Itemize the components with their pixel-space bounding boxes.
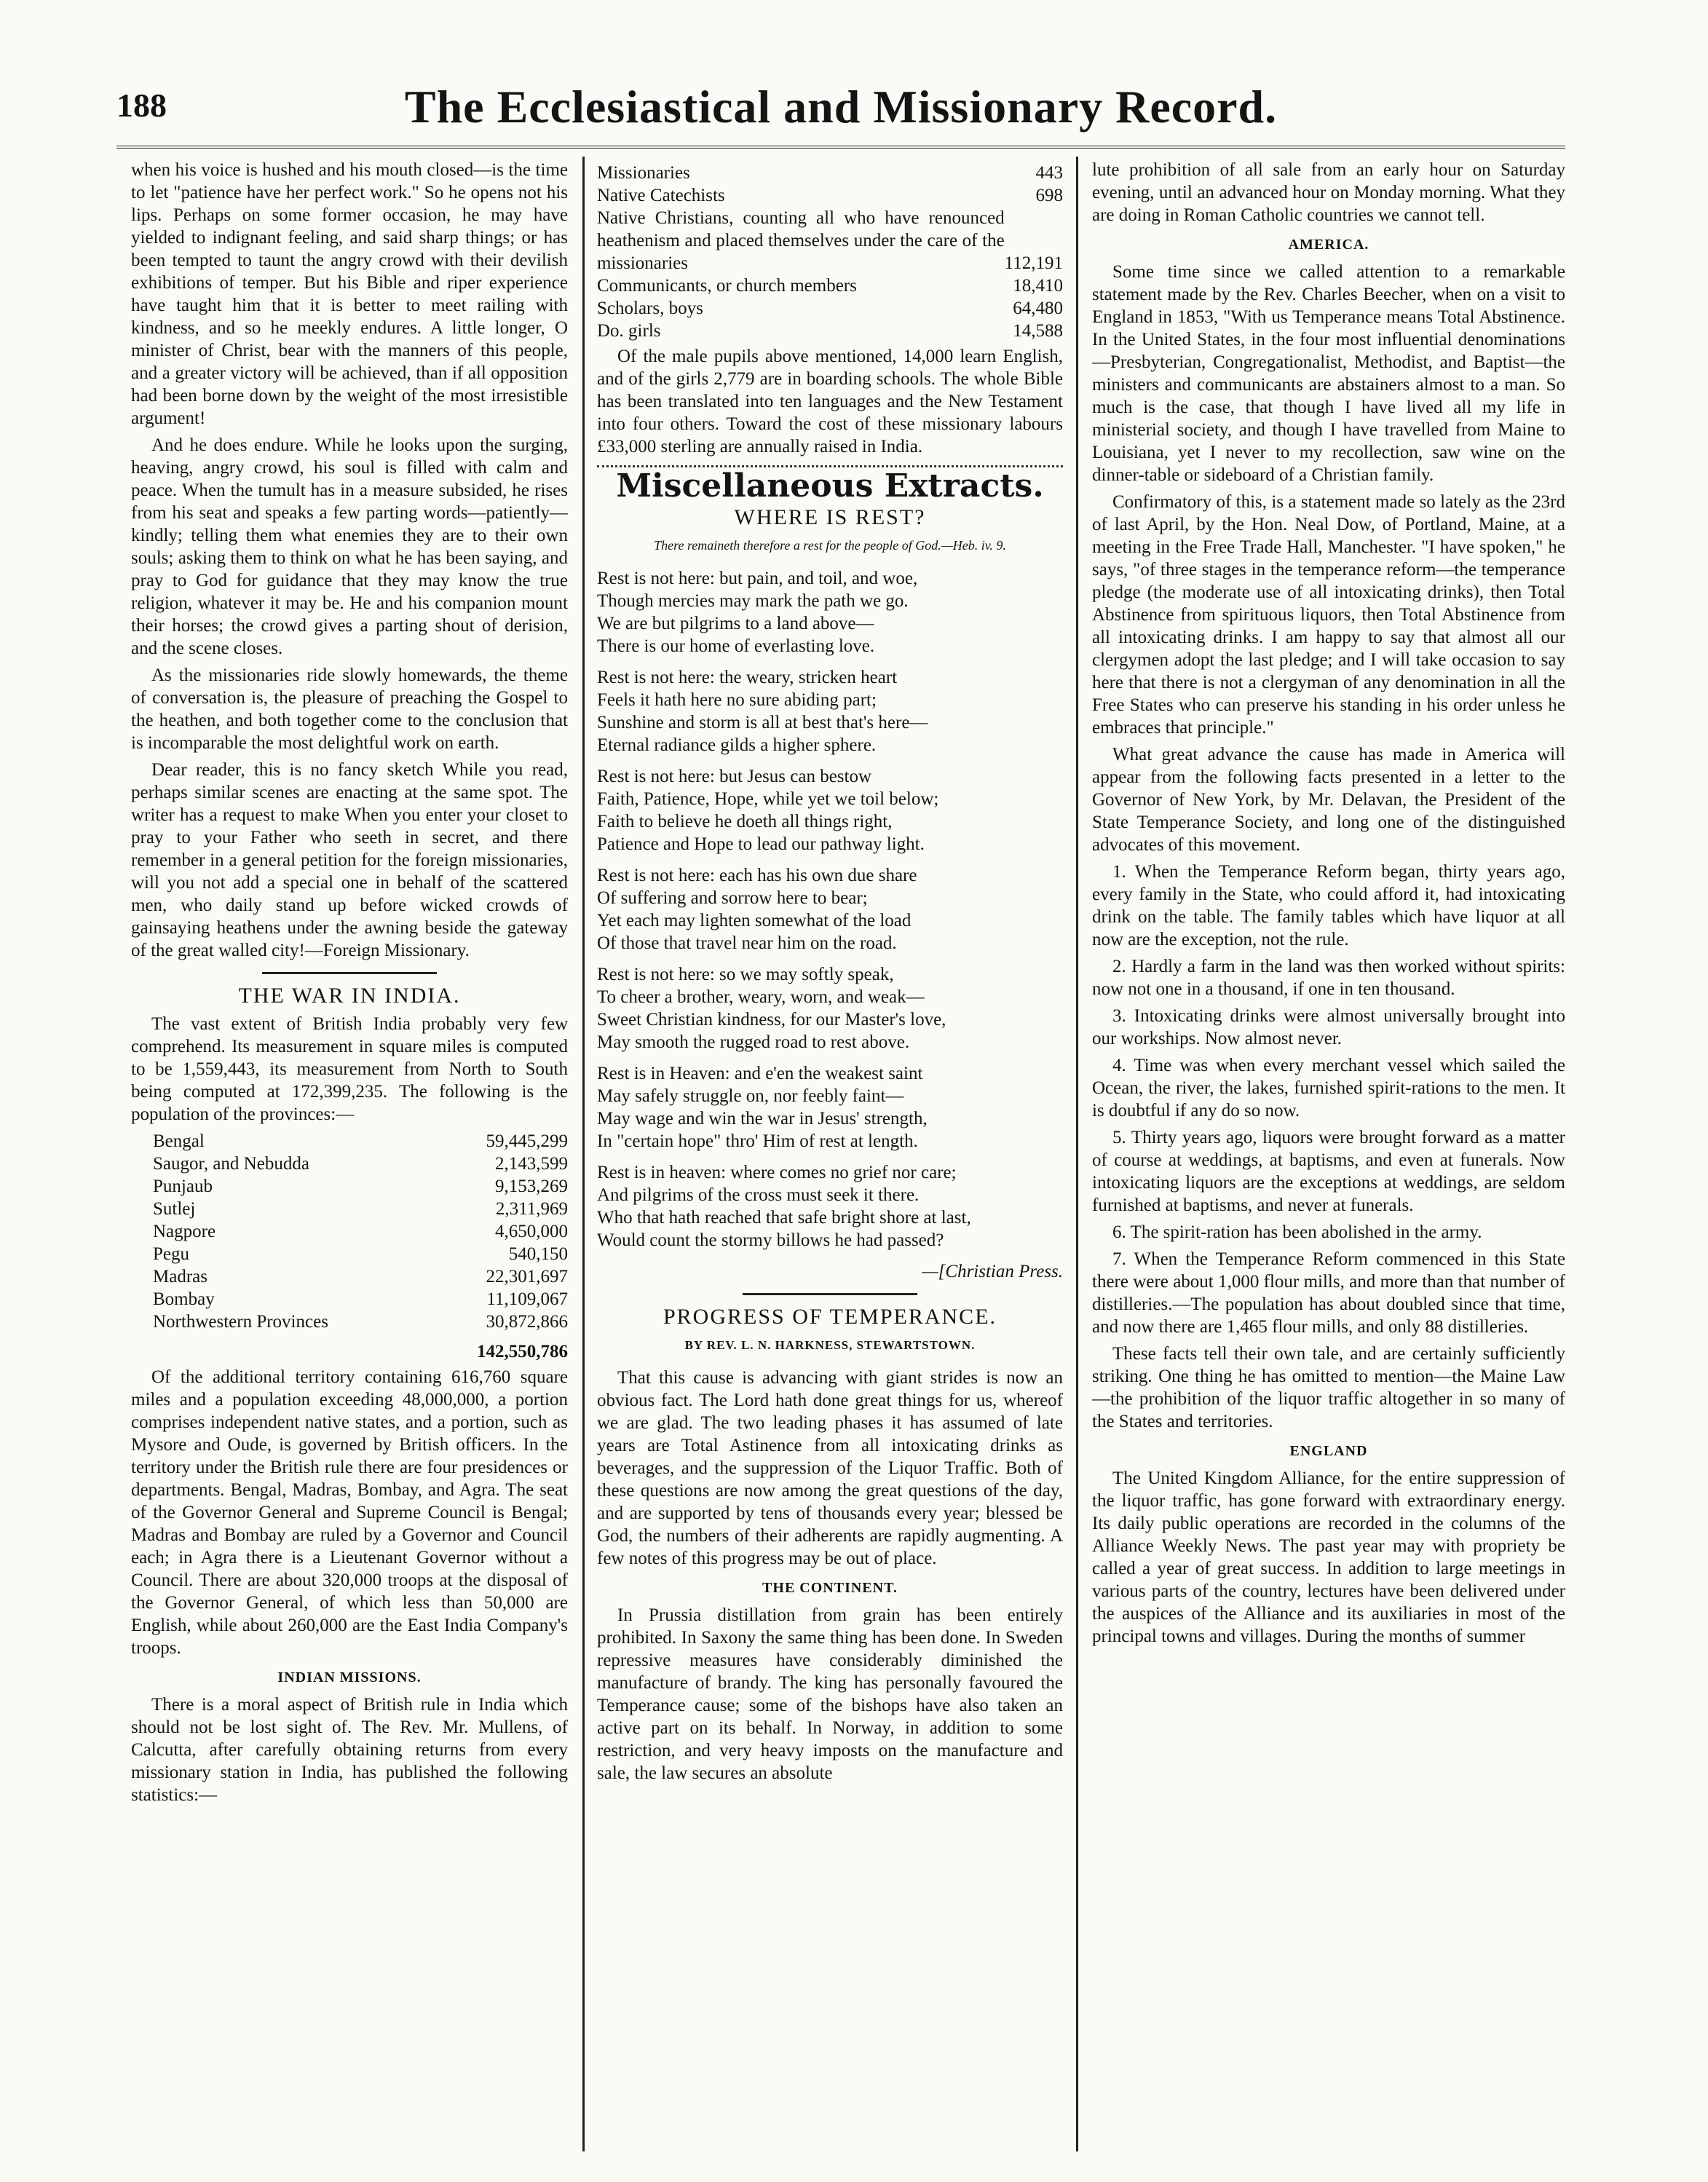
province-value: 59,445,299 [486, 1131, 568, 1151]
poem-stanza [597, 567, 1063, 657]
stat-label: Communicants, or church members [597, 276, 857, 296]
province-name: Punjaub [153, 1177, 213, 1196]
stat-value: 443 [1035, 163, 1063, 183]
province-value: 2,143,599 [495, 1154, 568, 1174]
verse-line: We are but pilgrims to a land above— [597, 614, 874, 633]
verse-line: Faith to believe he doeth all things right, [597, 812, 893, 831]
province-value: 30,872,866 [486, 1312, 568, 1332]
section-divider [262, 972, 437, 974]
missions-heading: INDIAN MISSIONS. [277, 1669, 422, 1685]
table-row [597, 297, 1063, 320]
verse-line: May safely struggle on, nor feebly faint— [597, 1086, 904, 1106]
province-name: Bombay [153, 1289, 215, 1309]
paragraph: And he does endure. While he looks upon the surging, heaving, angry crowd, his soul is filled with calm and peace. When the tumult has in a measure subsided, he rises from his seat and speaks a few parting words—patiently—kindly; telling them what enemies they are to their own souls; asking them to think on what he has been saying, and pray to God for guidance that they may know the true religion, whatever it may be. He and his companion mount their horses; the crowd gives a parting shout of derision, and the scene closes. [131, 435, 568, 658]
paragraph: Some time since we called attention to a remarkable statement made by the Rev. Charles Beecher, when on a visit to England in 1853, "With us Temperance means Total Abstinence. In the United States, in the four most influential denominations—Presbyterian, Congregationalist, Methodist, and Baptist—the ministers and communicants are abstainers almost to a man. So much is the case, that though I have lived all my life in ministerial society, and though I have travelled from Maine to Louisiana, yet I never to my recollection, saw wine on the dinner-table or sideboard of a Christian family. [1092, 262, 1565, 485]
province-name: Madras [153, 1267, 207, 1286]
table-row [597, 184, 1063, 207]
table-row [597, 274, 1063, 297]
table-row [597, 207, 1063, 274]
table-total-row [131, 1333, 568, 1363]
war-heading: THE WAR IN INDIA. [238, 984, 461, 1008]
verse-line: May smooth the rugged road to rest above. [597, 1032, 910, 1052]
stat-value: 698 [1035, 186, 1063, 205]
verse-line: Rest is not here: but Jesus can bestow [597, 767, 872, 786]
verse-line: Of those that travel near him on the road. [597, 933, 897, 953]
page-number: 188 [116, 87, 167, 124]
province-name: Nagpore [153, 1222, 216, 1241]
verse-line: Rest is not here: the weary, stricken heart [597, 668, 898, 687]
verse-line: Sweet Christian kindness, for our Master's love, [597, 1010, 946, 1029]
verse-line: May wage and win the war in Jesus' strength, [597, 1109, 928, 1128]
verse-line: Who that hath reached that safe bright shore at last, [597, 1208, 971, 1228]
paragraph: Dear reader, this is no fancy sketch While you read, perhaps similar scenes are enacting at the same spot. The writer has a request to make When you enter your closet to pray to your Father who seeth in secret, and there remember in a general petition for the foreign missionaries, will you not add a special one in behalf of the scattered men, who daily stand up before wicked crowds of gainsaying heathens under the awning beside the gateway of the great walled city!—Foreign Missionary. [131, 760, 568, 960]
stat-value: 18,410 [1013, 276, 1063, 296]
verse-line: Rest is in Heaven: and e'en the weakest saint [597, 1064, 923, 1083]
continent-heading: THE CONTINENT. [762, 1580, 898, 1596]
province-name: Northwestern Provinces [153, 1312, 328, 1332]
paragraph: There is a moral aspect of British rule in India which should not be lost sight of. The Rev. Mr. Mullens, of Calcutta, after carefully obtaining returns from every missionary station in India, has published the following statistics:— [131, 1695, 568, 1805]
poem-source: —[Christian Press. [922, 1262, 1063, 1281]
verse-line: Rest is in heaven: where comes no grief nor care; [597, 1163, 957, 1182]
province-name: Sutlej [153, 1199, 196, 1219]
table-row [131, 1153, 568, 1175]
fact-item: 3. Intoxicating drinks were almost universally brought into our workships. Now almost never. [1092, 1006, 1565, 1048]
paragraph: Confirmatory of this, is a statement made so lately as the 23rd of last April, by the Hon. Neal Dow, of Portland, Maine, at a meeting in the Free Trade Hall, Manchester. "I have spoken," he says, "of three stages in the temperance reform—the temperance pledge (the moderate use of all intoxicating drinks), then Total Abstinence from spirituous liquors, then Total Abstinence from all intoxicating drinks. I am happy to say that almost all our clergymen adopt the last pledge; and I will take occasion to say here that there is not a clergyman of any denomination in all the Free States who can preserve his standing in his order unless he embraces that principle." [1092, 492, 1565, 738]
province-value: 540,150 [508, 1244, 568, 1264]
paragraph: That this cause is advancing with giant strides is now an obvious fact. The Lord hath done great things for us, whereof we are glad. The two leading phases it has assumed of late years are Total Astinence from all intoxicating drinks as beverages, and the suppression of the Liquor Traffic. Both of these questions are now among the great questions of the day, and are supported by tens of thousands every year; blessed be God, the numbers of their adherents are rapidly augmenting. A few notes of this progress may be out of place. [597, 1368, 1063, 1568]
province-value: 11,109,067 [486, 1289, 568, 1309]
temperance-heading: PROGRESS OF TEMPERANCE. [663, 1305, 997, 1329]
stat-value: 112,191 [1004, 253, 1063, 273]
stat-label: Native Catechists [597, 186, 725, 205]
province-value: 4,650,000 [495, 1222, 568, 1241]
province-value: 9,153,269 [495, 1177, 568, 1196]
province-name: Bengal [153, 1131, 205, 1151]
fact-item: 2. Hardly a farm in the land was then worked without spirits: now not one in a thousand, if one in ten thousand. [1092, 957, 1565, 999]
province-table [131, 1130, 568, 1363]
fact-item: 4. Time was when every merchant vessel which sailed the Ocean, the river, the lakes, furnished spirit-rations to the men. It is doubtful if any do so now. [1092, 1056, 1565, 1120]
verse-line: Faith, Patience, Hope, while yet we toil below; [597, 789, 939, 809]
verse-line: Eternal radiance gilds a higher sphere. [597, 735, 877, 755]
section-divider [743, 1293, 917, 1295]
column-rule-left [582, 157, 585, 2151]
verse-line: Patience and Hope to lead our pathway light. [597, 834, 925, 854]
poem-stanza [597, 765, 1063, 855]
verse-line: Yet each may lighten somewhat of the load [597, 911, 912, 930]
poem-title: WHERE IS REST? [734, 505, 926, 529]
province-name: Saugor, and Nebudda [153, 1154, 309, 1174]
poem-body [597, 567, 1063, 1252]
paragraph: As the missionaries ride slowly homewards, the theme of conversation is, the pleasure of preaching the Gospel to the heathen, and both together come to the conclusion that is incomparable the most delightful work on earth. [131, 665, 568, 753]
paragraph: These facts tell their own tale, and are certainly sufficiently striking. One thing he has omitted to mention—the Maine Law—the prohibition of the liquor traffic altogether in so many of the States and territories. [1092, 1344, 1565, 1431]
table-row [131, 1198, 568, 1220]
fact-item: 5. Thirty years ago, liquors were brought forward as a matter of course at weddings, at baptisms, and even at funerals. Now intoxicating liquors are the exceptions at weddings, are seldom furnished at baptisms, and never at funerals. [1092, 1128, 1565, 1215]
poem-stanza [597, 864, 1063, 954]
verse-line: Of suffering and sorrow here to bear; [597, 888, 868, 908]
verse-line: There is our home of everlasting love. [597, 636, 875, 656]
stat-value: 14,588 [1013, 321, 1063, 341]
verse-line: Sunshine and storm is all at best that's here— [597, 713, 928, 732]
column-3 [1092, 159, 1565, 2146]
stat-label: Do. girls [597, 321, 661, 341]
paragraph: The vast extent of British India probably very few comprehend. Its measurement in square miles is computed to be 1,559,443, its measurement from North to South being computed at 172,399,235. The following is the population of the provinces:— [131, 1014, 568, 1124]
table-row [131, 1265, 568, 1288]
missions-stats-table [597, 162, 1063, 342]
verse-line: Rest is not here: each has his own due share [597, 866, 917, 885]
fact-item: 1. When the Temperance Reform began, thirty years ago, every family in the State, who could afford it, had intoxicating drink on the table. The family tables which have liquor at all now are the exception, not the rule. [1092, 862, 1565, 949]
stat-label: Missionaries [597, 163, 690, 183]
table-row [131, 1220, 568, 1243]
verse-line: To cheer a brother, weary, worn, and weak— [597, 987, 925, 1007]
table-row [597, 162, 1063, 184]
america-heading: AMERICA. [1288, 237, 1369, 253]
poem-stanza [597, 1161, 1063, 1252]
table-row [131, 1311, 568, 1333]
england-heading: ENGLAND [1289, 1443, 1368, 1459]
article-byline: BY REV. L. N. HARKNESS, STEWARTSTOWN. [684, 1338, 976, 1352]
table-row [131, 1288, 568, 1311]
verse-line: Would count the stormy billows he had passed? [597, 1230, 944, 1250]
poem-stanza [597, 666, 1063, 756]
table-row [131, 1243, 568, 1265]
table-row [131, 1175, 568, 1198]
fact-item: 7. When the Temperance Reform commenced in this State there were about 1,000 flour mills, and more than that number of distilleries.—The population has about doubled since that time, and now there are 1,465 flour mills, and only 88 distilleries. [1092, 1249, 1565, 1337]
province-total: 142,550,786 [477, 1342, 568, 1361]
paragraph: Of the additional territory containing 616,760 square miles and a population exceeding 48,000,000, a portion comprises independent native states, and a portion, such as Mysore and Oude, is governed by British officers. In the territory under the British rule there are four presidences or departments. Bengal, Madras, Bombay, and Agra. The seat of the Governor General and Supreme Council is Bengal; Madras and Bombay are ruled by a Governor and Council each; in Agra there is a Lieutenant Governor without a Council. There are about 320,000 troops at the disposal of the Governor General, of which less than 50,000 are English, while about 260,000 are the East India Company's troops. [131, 1367, 568, 1658]
verse-line: And pilgrims of the cross must seek it there. [597, 1185, 920, 1205]
miscellaneous-heading: Miscellaneous Extracts. [616, 467, 1044, 505]
province-value: 22,301,697 [486, 1267, 568, 1286]
paragraph: lute prohibition of all sale from an early hour on Saturday evening, until an advanced hour on Monday morning. What they are doing in Roman Catholic countries we cannot tell. [1092, 160, 1565, 225]
poem-epigraph: There remaineth therefore a rest for the people of God.—Heb. iv. 9. [654, 538, 1006, 553]
province-value: 2,311,969 [495, 1199, 568, 1219]
paragraph: Of the male pupils above mentioned, 14,000 learn English, and of the girls 2,779 are in boarding schools. The whole Bible has been translated into ten languages and the New Testament into four others. Toward the cost of these missionary labours £33,000 sterling are annually raised in India. [597, 347, 1063, 456]
poem-stanza [597, 1062, 1063, 1153]
stat-value: 64,480 [1013, 299, 1063, 318]
province-name: Pegu [153, 1244, 189, 1264]
poem-stanza [597, 963, 1063, 1054]
verse-line: Rest is not here: but pain, and toil, and woe, [597, 569, 918, 588]
verse-line: Rest is not here: so we may softly speak, [597, 965, 894, 984]
fact-item: 6. The spirit-ration has been abolished in the army. [1112, 1222, 1482, 1242]
page-header [116, 80, 1565, 149]
column-2 [597, 159, 1063, 2146]
paragraph: The United Kingdom Alliance, for the entire suppression of the liquor traffic, has gone forward with extraordinary energy. Its daily public operations are recorded in the columns of the Alliance Weekly News. The past year may with propriety be called a year of great success. In addition to large meetings in various parts of the country, lectures have been delivered under the auspices of the Alliance and its auxiliaries in most of the principal towns and villages. During the months of summer [1092, 1468, 1565, 1646]
stat-label: Native Christians, counting all who have renounced heathenism and placed themselves under the care of the missionaries [597, 208, 1005, 273]
stat-label: Scholars, boys [597, 299, 703, 318]
paragraph: In Prussia distillation from grain has been entirely prohibited. In Saxony the same thing has been done. In Sweden repressive measures have considerably diminished the manufacture of brandy. The king has personally favoured the Temperance cause; some of the bishops have also taken an active part on its behalf. In Norway, in addition to some restriction, and very heavy imposts on the manufacture and sale, the law secures an absolute [597, 1605, 1063, 1783]
paragraph: What great advance the cause has made in America will appear from the following facts presented in a letter to the Governor of New York, by Mr. Delavan, the President of the State Temperance Society, and long one of the distinguished advocates of this movement. [1092, 745, 1565, 855]
column-1 [131, 159, 568, 2146]
verse-line: Feels it hath here no sure abiding part; [597, 690, 877, 710]
table-row [597, 320, 1063, 342]
verse-line: Though mercies may mark the path we go. [597, 591, 909, 611]
column-rule-right [1076, 157, 1078, 2151]
journal-title: The Ecclesiastical and Missionary Record. [404, 81, 1278, 133]
table-row [131, 1130, 568, 1153]
verse-line: In "certain hope" thro' Him of rest at length. [597, 1131, 918, 1151]
paragraph: when his voice is hushed and his mouth closed—is the time to let "patience have her perfect work." So he opens not his lips. Perhaps on some former occasion, he may have yielded to indignant feeling, and said sharp things; or has been tempted to taunt the angry crowd with their devilish exhibitions of temper. But his Bible and riper experience have taught him that it is better to meet railing with kindness, and so he meekly endures. A little longer, O minister of Christ, bear with the manners of this people, and a greater victory will be achieved, than if all opposition had been borne down by the weight of the most irresistible argument! [131, 160, 568, 428]
